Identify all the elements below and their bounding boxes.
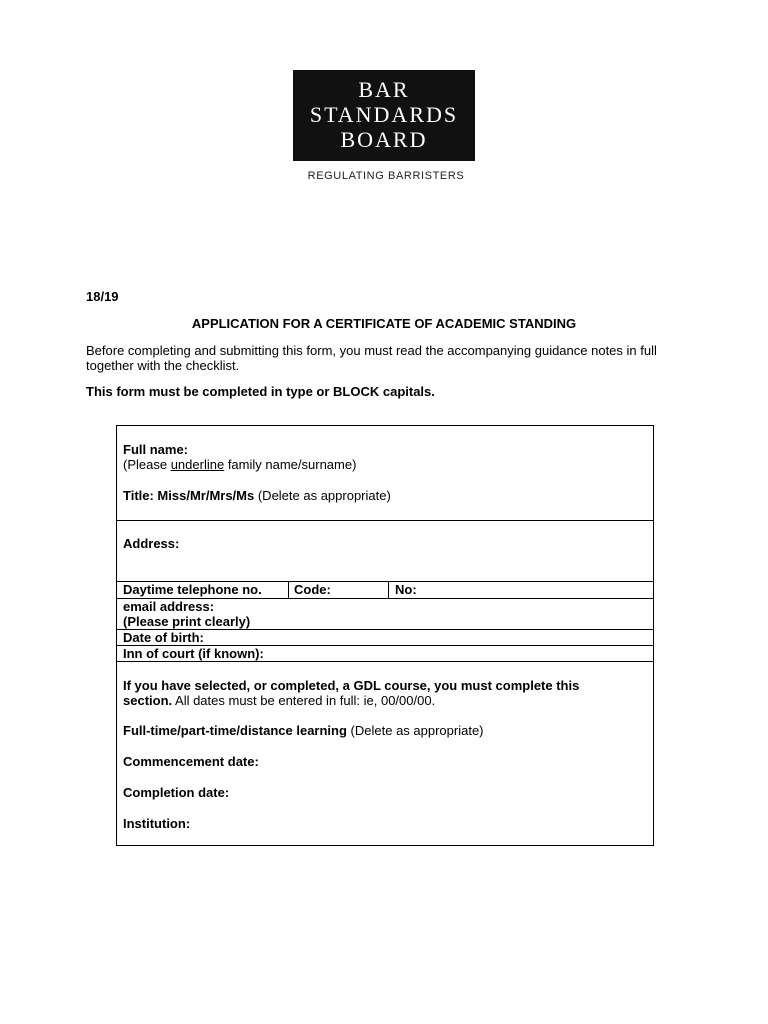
application-form bbox=[116, 425, 654, 846]
email-hint: (Please print clearly) bbox=[123, 614, 251, 629]
full-name-hint-underlined: underline bbox=[170, 457, 225, 472]
logo-line-1: BAR bbox=[358, 77, 410, 102]
mode-row bbox=[123, 723, 484, 738]
row-divider bbox=[117, 520, 653, 521]
logo-tagline: REGULATING BARRISTERS bbox=[307, 170, 465, 182]
title-row bbox=[123, 488, 391, 503]
email-label: email address: bbox=[123, 599, 215, 614]
logo-line-2: STANDARDS bbox=[309, 102, 459, 127]
number-label: No: bbox=[395, 582, 417, 597]
mode-hint: (Delete as appropriate) bbox=[346, 723, 484, 738]
inn-label: Inn of court (if known): bbox=[123, 646, 264, 661]
phone-label: Daytime telephone no. bbox=[123, 582, 262, 597]
row-divider bbox=[117, 661, 653, 662]
cell-divider bbox=[388, 581, 389, 598]
completion-notice: This form must be completed in type or BLOCK capitals. bbox=[86, 384, 435, 399]
bsb-logo bbox=[284, 66, 488, 192]
cell-divider bbox=[288, 581, 289, 598]
completion-date-label: Completion date: bbox=[123, 785, 230, 800]
logo-line-3: BOARD bbox=[340, 127, 428, 152]
title-hint: (Delete as appropriate) bbox=[254, 488, 391, 503]
logo-block bbox=[293, 70, 475, 161]
title-label: Title: Miss/Mr/Mrs/Ms bbox=[123, 488, 255, 503]
address-label: Address: bbox=[123, 536, 180, 551]
gdl-instruction-line1: If you have selected, or completed, a GDL course, you must complete this bbox=[123, 678, 580, 693]
dob-label: Date of birth: bbox=[123, 630, 204, 645]
full-name-label: Full name: bbox=[123, 442, 189, 457]
gdl-instruction-line2 bbox=[123, 693, 435, 708]
full-name-hint-post: family name/surname) bbox=[224, 457, 357, 472]
form-year: 18/19 bbox=[86, 289, 119, 304]
gdl-date-format-note: All dates must be entered in full: ie, 00/00/00. bbox=[172, 693, 436, 708]
code-label: Code: bbox=[294, 582, 331, 597]
full-name-hint-pre: (Please bbox=[123, 457, 171, 472]
mode-label: Full-time/part-time/distance learning bbox=[123, 723, 347, 738]
intro-paragraph: Before completing and submitting this form, you must read the accompanying guidance notes in full together with the checklist. bbox=[86, 343, 657, 373]
document-title: APPLICATION FOR A CERTIFICATE OF ACADEMIC STANDING bbox=[191, 316, 577, 331]
commencement-date-label: Commencement date: bbox=[123, 754, 259, 769]
gdl-section-word: section. bbox=[123, 693, 173, 708]
institution-label: Institution: bbox=[123, 816, 191, 831]
full-name-hint bbox=[123, 457, 356, 472]
